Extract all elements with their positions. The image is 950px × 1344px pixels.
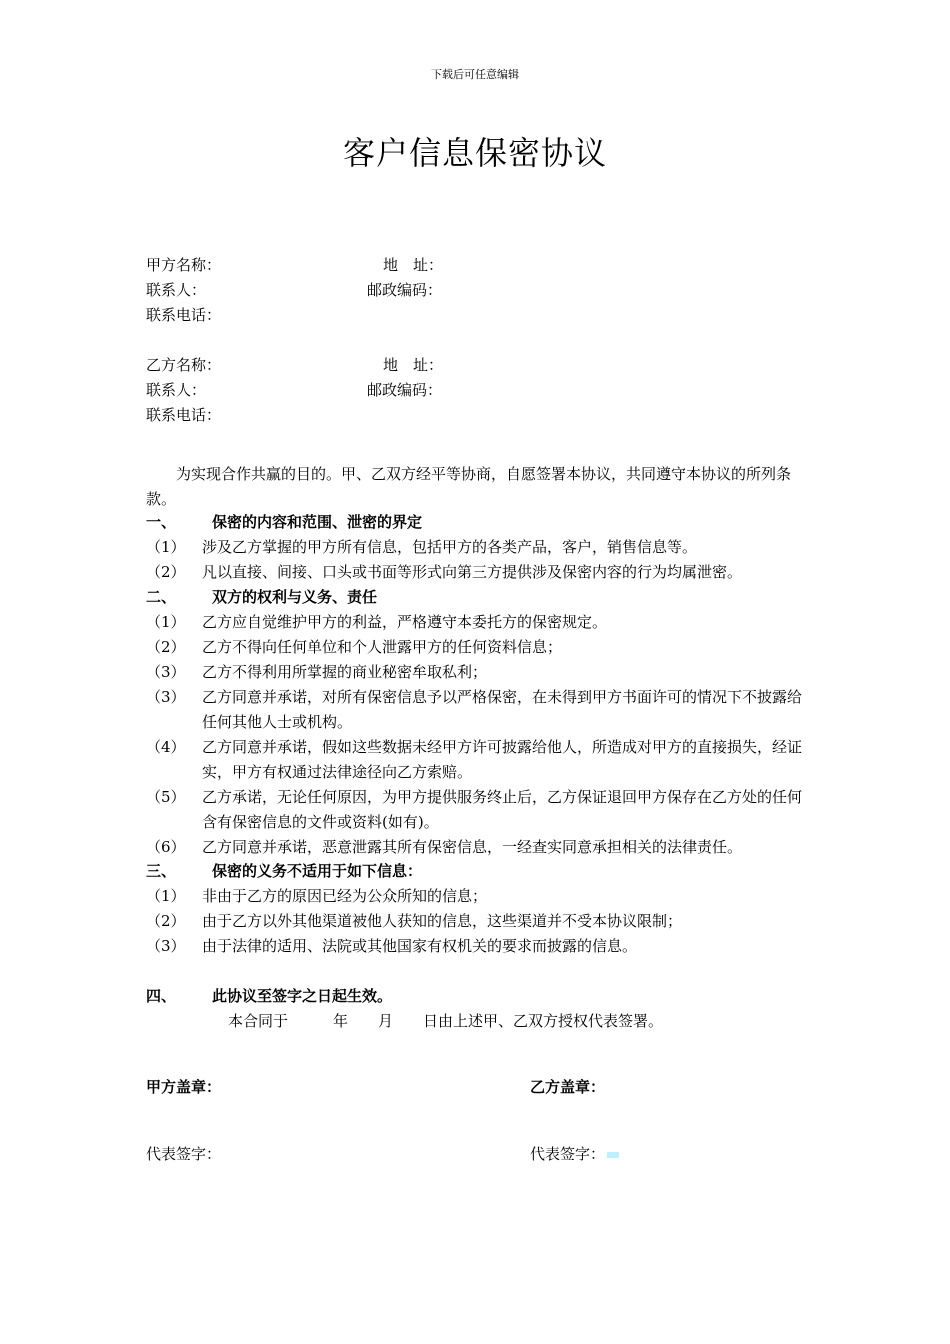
item-label: （6） (146, 838, 186, 856)
section-2-title: 双方的权利与义务、责任 (212, 588, 378, 606)
list-item (146, 884, 810, 909)
list-item (146, 909, 810, 934)
item-label: （3） (146, 688, 186, 706)
item-text: 由于法律的适用、法院或其他国家有权机关的要求而披露的信息。 (202, 937, 638, 955)
item-text: 乙方承诺，无论任何原因，为甲方提供服务终止后，乙方保证退回甲方保存在乙方处的任何含有保密信息的文件或资料(如有)。 (202, 788, 803, 831)
item-label: （1） (146, 613, 186, 631)
header-note: 下载后可任意编辑 (431, 68, 519, 81)
section-4-title: 此协议至签字之日起生效。 (212, 987, 393, 1005)
list-item (146, 835, 810, 860)
party-b-postcode-label: 邮政编码： (367, 381, 443, 399)
item-text: 乙方不得向任何单位和个人泄露甲方的任何资料信息； (202, 638, 563, 656)
list-item (146, 660, 810, 685)
party-b-sign-label: 代表签字： (530, 1145, 606, 1163)
item-label: （4） (146, 738, 186, 756)
section-1-heading (146, 512, 422, 532)
item-text: 非由于乙方的原因已经为公众所知的信息； (202, 887, 488, 905)
item-text: 乙方同意并承诺，假如这些数据未经甲方许可披露给他人，所造成对甲方的直接损失，经证实，甲方有权通过法律途径向乙方索赔。 (202, 738, 803, 781)
party-b-address-label: 地 址： (383, 356, 444, 374)
intro-paragraph: 为实现合作共赢的目的。甲、乙双方经平等协商，自愿签署本协议，共同遵守本协议的所列条款。 (146, 465, 792, 508)
list-item (146, 785, 810, 835)
list-item (146, 635, 810, 660)
item-label: （5） (146, 788, 186, 806)
party-a-contact-label: 联系人： (146, 281, 207, 299)
list-item (146, 535, 810, 560)
item-text: 乙方应自觉维护甲方的利益，严格遵守本委托方的保密规定。 (202, 613, 608, 631)
party-a-phone-label: 联系电话： (146, 306, 222, 324)
section-1-title: 保密的内容和范围、泄密的界定 (212, 513, 423, 531)
party-b-contact-label: 联系人： (146, 381, 207, 399)
item-label: （1） (146, 538, 186, 556)
item-text: 涉及乙方掌握的甲方所有信息，包括甲方的各类产品，客户，销售信息等。 (202, 538, 698, 556)
party-a-seal-label: 甲方盖章： (146, 1078, 222, 1096)
section-3-title: 保密的义务不适用于如下信息： (212, 862, 423, 880)
item-label: （2） (146, 912, 186, 930)
item-label: （3） (146, 937, 186, 955)
highlight-mark (607, 1152, 619, 1158)
list-item (146, 735, 810, 785)
section-3-num: 三、 (146, 862, 177, 880)
party-b-seal-label: 乙方盖章： (530, 1078, 606, 1096)
date-line: 本合同于 年 月 日由上述甲、乙双方授权代表签署。 (228, 1012, 664, 1030)
party-b-name-label: 乙方名称： (146, 356, 222, 374)
document-title: 客户信息保密协议 (342, 134, 607, 172)
section-3-heading (146, 861, 422, 881)
list-item (146, 934, 810, 959)
section-2-heading (146, 587, 377, 607)
item-text: 由于乙方以外其他渠道被他人获知的信息，这些渠道并不受本协议限制； (202, 912, 683, 930)
item-label: （1） (146, 887, 186, 905)
item-text: 乙方同意并承诺，对所有保密信息予以严格保密，在未得到甲方书面许可的情况下不披露给任何其他人士或机构。 (202, 688, 803, 731)
section-4-num: 四、 (146, 987, 177, 1005)
party-a-name-label: 甲方名称： (146, 256, 222, 274)
item-text: 乙方不得利用所掌握的商业秘密牟取私利； (202, 663, 488, 681)
party-a-address-label: 地 址： (383, 256, 444, 274)
section-1-num: 一、 (146, 513, 177, 531)
list-item (146, 610, 810, 635)
party-b-phone-label: 联系电话： (146, 406, 222, 424)
party-a-postcode-label: 邮政编码： (367, 281, 443, 299)
section-4-heading (146, 986, 392, 1006)
item-text: 乙方同意并承诺，恶意泄露其所有保密信息，一经查实同意承担相关的法律责任。 (202, 838, 743, 856)
list-item (146, 560, 810, 585)
item-label: （3） (146, 663, 186, 681)
list-item (146, 685, 810, 735)
party-a-sign-label: 代表签字： (146, 1145, 222, 1163)
party-b-sign-area (530, 1144, 619, 1164)
section-2-num: 二、 (146, 588, 177, 606)
item-label: （2） (146, 563, 186, 581)
item-label: （2） (146, 638, 186, 656)
item-text: 凡以直接、间接、口头或书面等形式向第三方提供涉及保密内容的行为均属泄密。 (202, 563, 743, 581)
